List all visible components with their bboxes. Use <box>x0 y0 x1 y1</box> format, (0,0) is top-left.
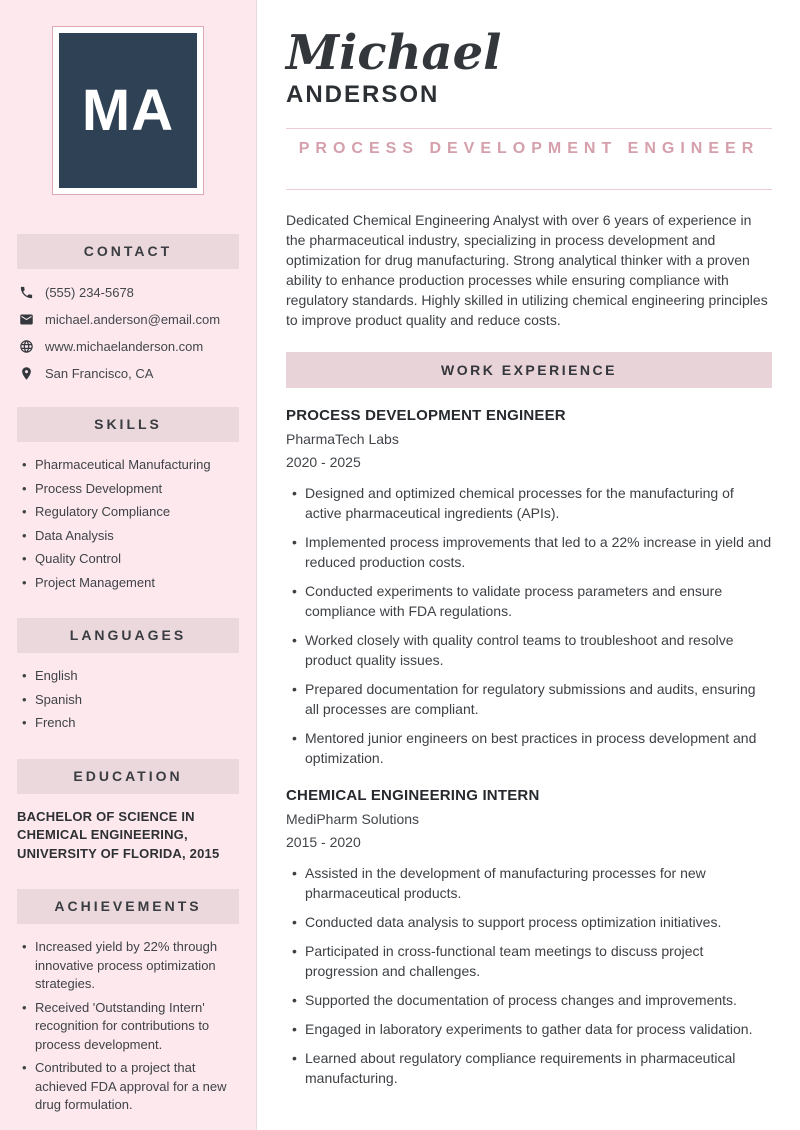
education-degree: BACHELOR OF SCIENCE IN CHEMICAL ENGINEERING, UNIVERSITY OF FLORIDA, 2015 <box>17 808 220 861</box>
achievement-item: • Contributed to a project that achieved FDA approval for a new drug formulation. <box>22 1059 239 1115</box>
page-title: PROCESS DEVELOPMENT ENGINEER <box>298 140 760 158</box>
job-bullet-list <box>286 483 772 768</box>
contact-list <box>17 285 239 381</box>
language-item: • French <box>22 714 239 733</box>
skill-item: • Data Analysis <box>22 527 239 546</box>
email-address: michael.anderson@email.com <box>45 312 221 327</box>
achievement-item: • Increased yield by 22% through innovative process optimization strategies. <box>22 938 239 994</box>
contact-row-email <box>17 312 239 327</box>
skill-item: • Pharmaceutical Manufacturing <box>22 456 239 475</box>
skill-item: • Project Management <box>22 574 239 593</box>
contact-row-location <box>17 366 239 381</box>
job-bullet: • Conducted experiments to validate process parameters and ensure compliance with FDA regulations. <box>292 581 772 621</box>
skill-item: • Process Development <box>22 480 239 499</box>
location-text: San Francisco, CA <box>45 366 154 381</box>
job-bullet: • Implemented process improvements that led to a 22% increase in yield and reduced production costs. <box>292 532 772 572</box>
job-bullet: • Conducted data analysis to support process optimization initiatives. <box>292 912 772 932</box>
achievements-list <box>17 938 239 1115</box>
work-experience-header: WORK EXPERIENCE <box>286 352 772 388</box>
language-item: • English <box>22 667 239 686</box>
website-url: www.michaelanderson.com <box>45 339 204 354</box>
last-name: ANDERSON <box>286 81 440 109</box>
sidebar <box>0 0 257 1130</box>
phone-icon <box>19 285 34 300</box>
job-title: PROCESS DEVELOPMENT ENGINEER <box>286 407 566 425</box>
divider-bottom <box>286 189 772 190</box>
job-bullet: • Supported the documentation of process changes and improvements. <box>292 990 772 1010</box>
contact-row-phone <box>17 285 239 300</box>
achievements-section-header: ACHIEVEMENTS <box>17 889 239 924</box>
skill-item: • Regulatory Compliance <box>22 503 239 522</box>
job-block-2 <box>286 787 772 1088</box>
achievement-item: • Received 'Outstanding Intern' recognition for contributions to process development. <box>22 999 239 1055</box>
skills-section-header: SKILLS <box>17 407 239 442</box>
email-icon <box>19 312 34 327</box>
job-company: MediPharm Solutions <box>286 811 420 828</box>
job-bullet: • Participated in cross-functional team meetings to discuss project progression and challenges. <box>292 941 772 981</box>
job-dates: 2015 - 2020 <box>286 834 361 851</box>
contact-section-header: CONTACT <box>17 234 239 269</box>
job-bullet: • Prepared documentation for regulatory submissions and audits, ensuring all processes are compliant. <box>292 679 772 719</box>
first-name: Michael <box>286 25 502 81</box>
languages-list <box>17 667 239 733</box>
job-company: PharmaTech Labs <box>286 431 399 448</box>
monogram-initials: MA <box>81 78 175 143</box>
profile-summary: Dedicated Chemical Engineering Analyst with over 6 years of experience in the pharmaceutical industry, specializing in process development and optimization for drug manufacturing. Strong analytical thinker with a proven ability to enhance production processes while ensuring compliance with regulatory standards. Highly skilled in utilizing chemical engineering principles to improve product quality and reduce costs. <box>286 212 768 329</box>
contact-row-website <box>17 339 239 354</box>
skill-item: • Quality Control <box>22 550 239 569</box>
phone-number: (555) 234-5678 <box>45 285 134 300</box>
globe-icon <box>19 339 34 354</box>
education-section-header: EDUCATION <box>17 759 239 794</box>
job-bullet: • Mentored junior engineers on best practices in process development and optimization. <box>292 728 772 768</box>
job-bullet: • Engaged in laboratory experiments to gather data for process validation. <box>292 1019 772 1039</box>
job-bullet: • Learned about regulatory compliance requirements in pharmaceutical manufacturing. <box>292 1048 772 1088</box>
job-bullet: • Worked closely with quality control teams to troubleshoot and resolve product quality issues. <box>292 630 772 670</box>
job-title: CHEMICAL ENGINEERING INTERN <box>286 787 540 805</box>
skills-list <box>17 456 239 592</box>
job-block-1 <box>286 407 772 768</box>
job-bullet-list <box>286 863 772 1088</box>
main-column <box>286 0 772 1097</box>
job-bullet: • Assisted in the development of manufacturing processes for new pharmaceutical products. <box>292 863 772 903</box>
job-dates: 2020 - 2025 <box>286 454 361 471</box>
monogram <box>59 33 197 188</box>
language-item: • Spanish <box>22 691 239 710</box>
job-bullet: • Designed and optimized chemical processes for the manufacturing of active pharmaceutical ingredients (APIs). <box>292 483 772 523</box>
languages-section-header: LANGUAGES <box>17 618 239 653</box>
location-icon <box>19 366 34 381</box>
monogram-frame <box>52 26 204 195</box>
